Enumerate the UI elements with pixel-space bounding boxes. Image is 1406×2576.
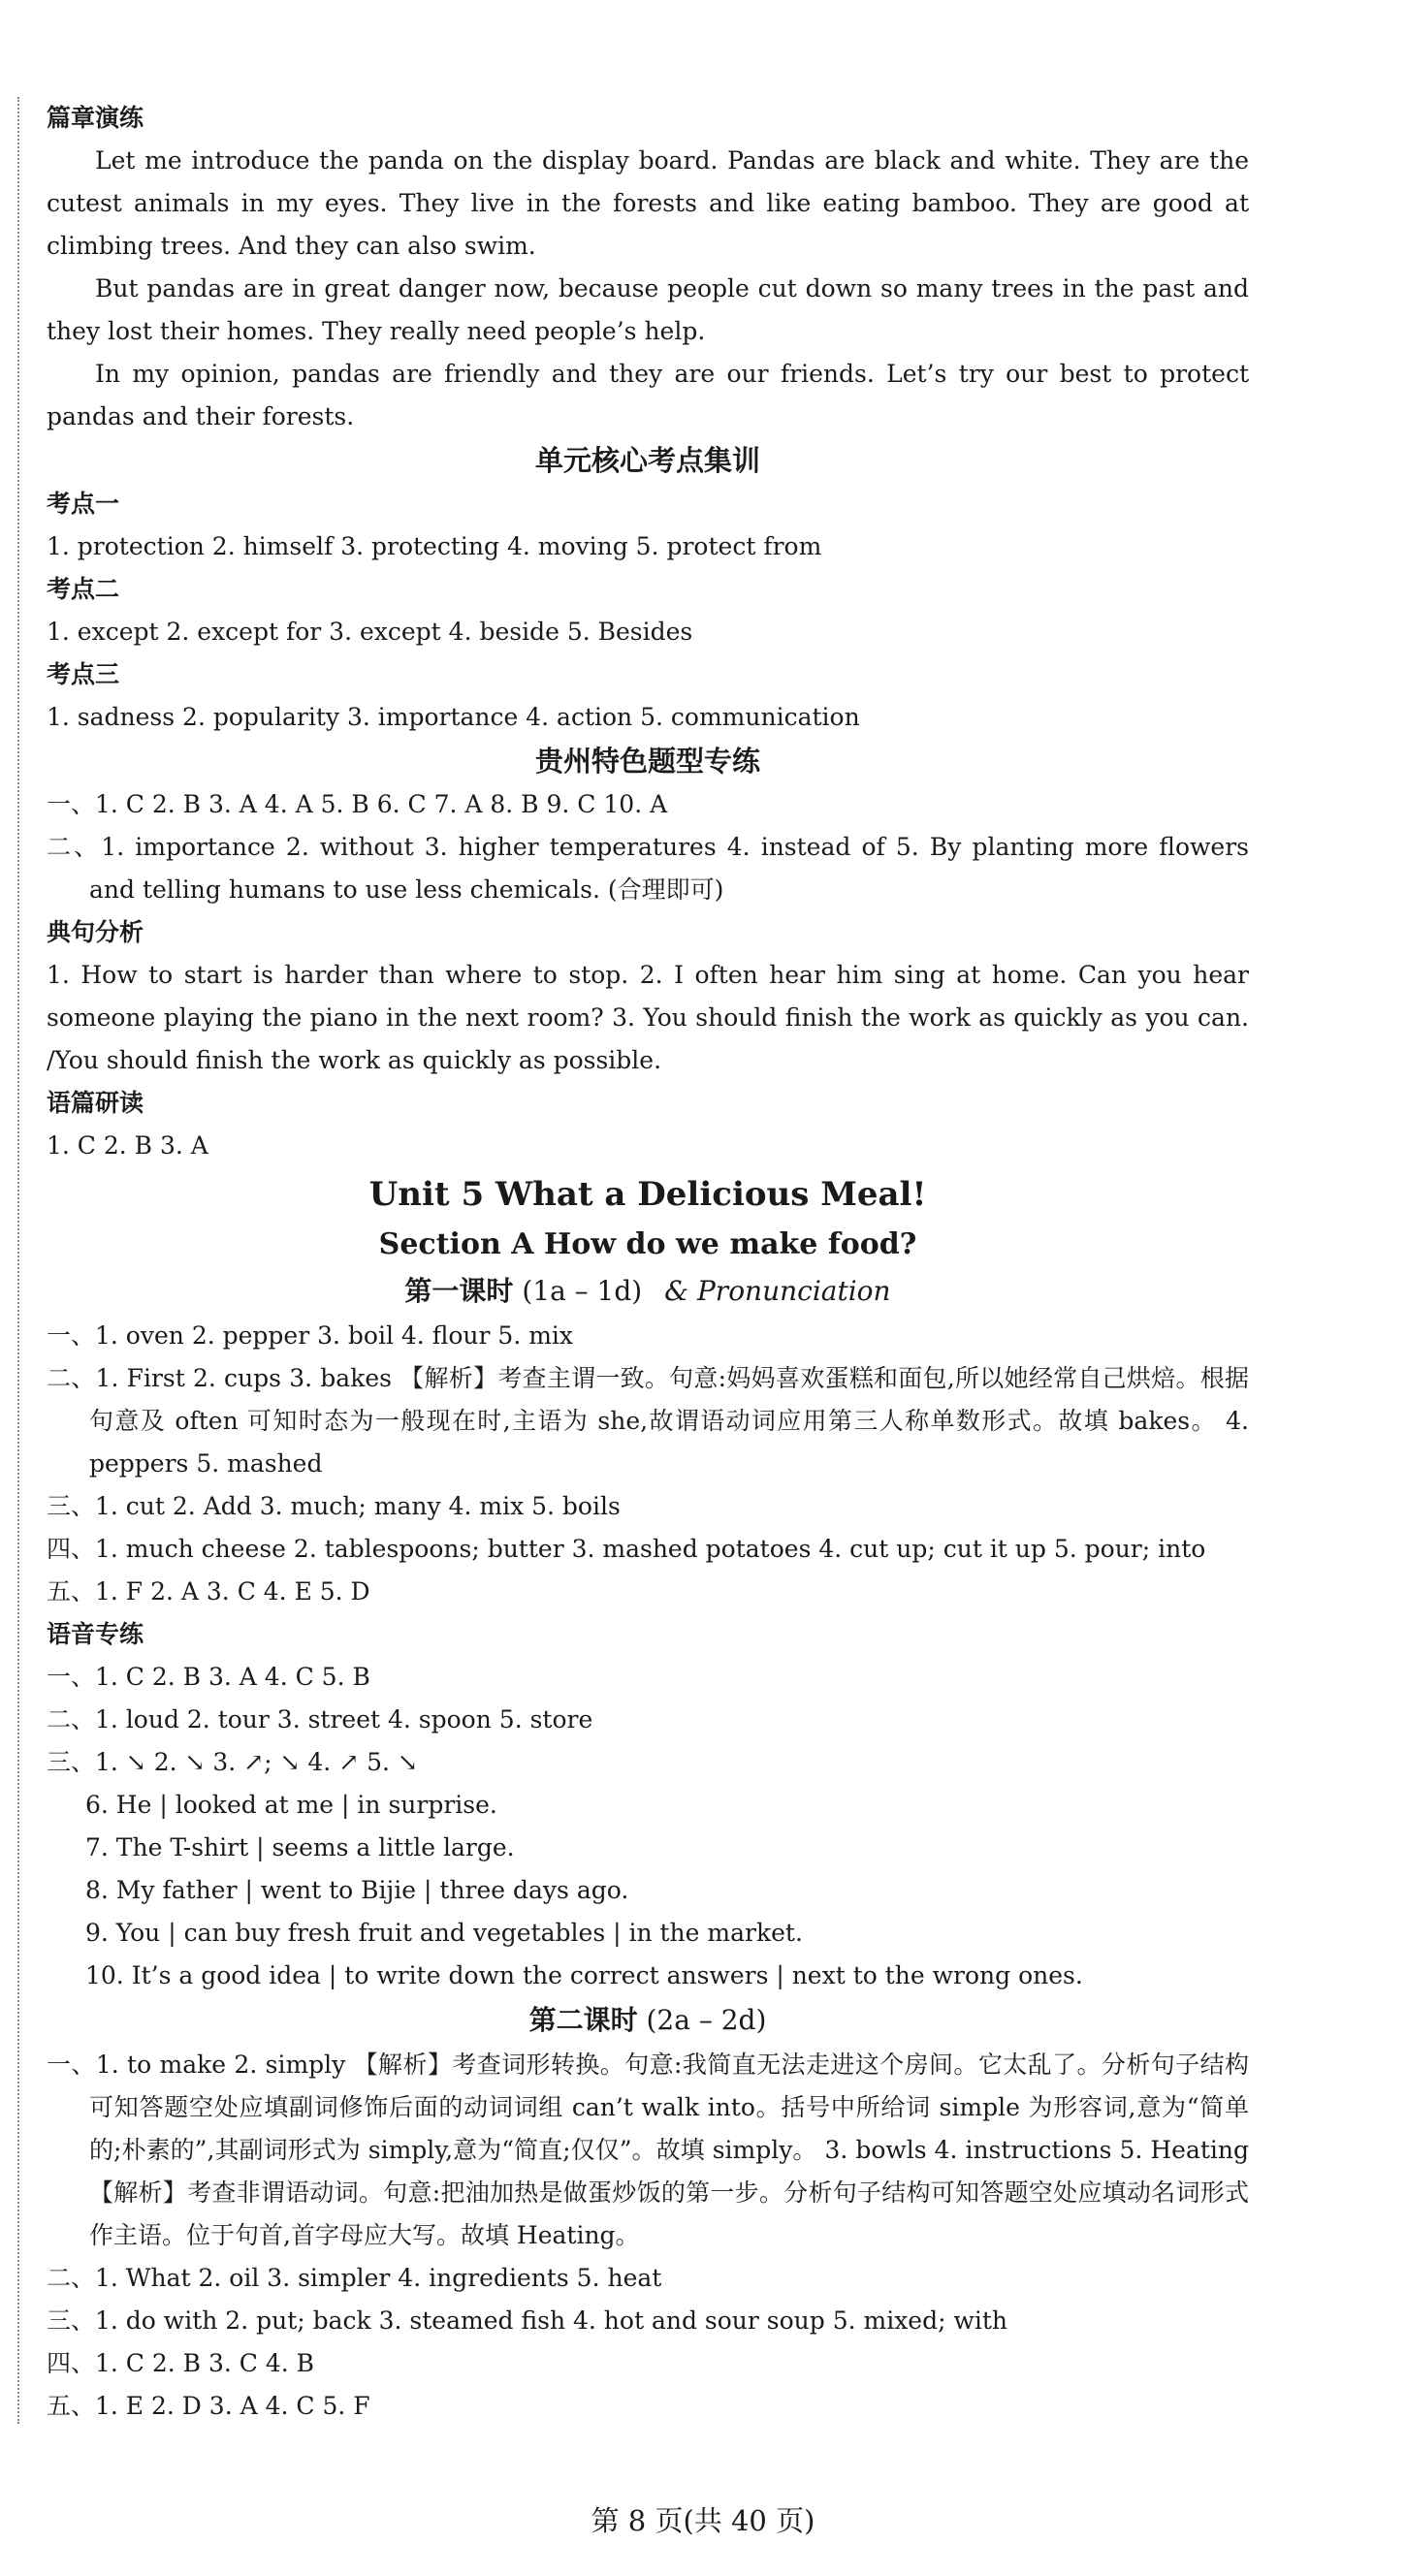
section-title: Section A How do we make food? xyxy=(378,1227,917,1261)
lesson-2-line-1: 一、1. to make 2. simply 【解析】考查词形转换。句意:我简直无法走进这个房间。它太乱了。分析句子结构可知答题空处应填副词修饰后面的动词词组 can’t walk into。括号中所给词 simple 为形容词,意为“简单的;朴素的”,其副词形式为 simply,意为“简直;仅仅”。故填 simply。 3. bowls 4. instructions 5. Heating 【解析】考查非谓语动词。句意:把油加热是做蛋炒饭的第一步。分析句子结构可知答题空处应填动名词形式作主语。位于句首,首字母应大写。故填 Heating。 xyxy=(47,2051,1249,2249)
point-1-answers: 1. protection 2. himself 3. protecting 4. moving 5. protect from xyxy=(47,532,822,560)
guizhou-line-1: 一、1. C 2. B 3. A 4. A 5. B 6. C 7. A 8. B 9. C 10. A xyxy=(47,790,668,818)
lesson-1-title-cn: 第一课时 xyxy=(404,1275,514,1307)
lesson-1-line-1: 一、1. oven 2. pepper 3. boil 4. flour 5. mix xyxy=(47,1321,574,1350)
phonetics-sub-6: 6. He | looked at me | in surprise. xyxy=(85,1791,497,1819)
phonetics-line-1: 一、1. C 2. B 3. A 4. C 5. B xyxy=(47,1663,370,1691)
lesson-1-line-4: 四、1. much cheese 2. tablespoons; butter 3. mashed potatoes 4. cut up; cut it up 5. pour; into xyxy=(47,1535,1206,1563)
point-3-heading: 考点三 xyxy=(47,660,120,688)
passage-heading: 篇章演练 xyxy=(47,104,144,132)
point-2-answers: 1. except 2. except for 3. except 4. beside 5. Besides xyxy=(47,618,693,646)
phonetics-line-3: 三、1. ↘ 2. ↘ 3. ↗; ↘ 4. ↗ 5. ↘ xyxy=(47,1748,418,1776)
passage-paragraph-1: Let me introduce the panda on the display board. Pandas are black and white. They are the cutest animals in my eyes. They live in the forests and like eating bamboo. They are good at climbing trees. And they can also swim. xyxy=(47,146,1249,260)
lesson-1-line-2: 二、1. First 2. cups 3. bakes 【解析】考查主谓一致。句意:妈妈喜欢蛋糕和面包,所以她经常自己烘焙。根据句意及 often 可知时态为一般现在时,主语为 she,故谓语动词应用第三人称单数形式。故填 bakes。 4. peppers 5. mashed xyxy=(47,1364,1249,1478)
lesson-1-line-5: 五、1. F 2. A 3. C 4. E 5. D xyxy=(47,1577,370,1606)
lesson-1-title xyxy=(47,1268,1249,1315)
page-footer: 第 8 页(共 40 页) xyxy=(591,2504,815,2537)
sentence-analysis-heading: 典句分析 xyxy=(47,918,144,946)
reading-heading: 语篇研读 xyxy=(47,1089,144,1117)
point-3-answers: 1. sadness 2. popularity 3. importance 4. action 5. communication xyxy=(47,703,860,731)
phonetics-line-2: 二、1. loud 2. tour 3. street 4. spoon 5. store xyxy=(47,1705,593,1733)
lesson-2-line-2: 二、1. What 2. oil 3. simpler 4. ingredients 5. heat xyxy=(47,2264,662,2292)
answer-page xyxy=(47,97,1249,2428)
lesson-2-title xyxy=(47,1997,1249,2044)
point-2-heading: 考点二 xyxy=(47,575,120,603)
lesson-2-line-5: 五、1. E 2. D 3. A 4. C 5. F xyxy=(47,2392,370,2420)
lesson-1-title-range: (1a – 1d) xyxy=(522,1275,643,1307)
passage-paragraph-2: But pandas are in great danger now, because people cut down so many trees in the past and they lost their homes. They really need people’s help. xyxy=(47,274,1249,345)
lesson-2-line-4: 四、1. C 2. B 3. C 4. B xyxy=(47,2349,315,2377)
phonetics-sub-9: 9. You | can buy fresh fruit and vegetables | in the market. xyxy=(85,1919,803,1947)
point-1-heading: 考点一 xyxy=(47,490,120,518)
phonetics-heading: 语音专练 xyxy=(47,1620,144,1648)
phonetics-sub-7: 7. The T-shirt | seems a little large. xyxy=(85,1833,515,1861)
reading-answers: 1. C 2. B 3. A xyxy=(47,1131,208,1160)
margin-dotted-line xyxy=(17,97,19,2424)
phonetics-sub-10: 10. It’s a good idea | to write down the correct answers | next to the wrong ones. xyxy=(85,1961,1083,1989)
unit-title: Unit 5 What a Delicious Meal! xyxy=(368,1175,927,1214)
lesson-1-title-en: & Pronunciation xyxy=(664,1275,891,1307)
lesson-1-line-3: 三、1. cut 2. Add 3. much; many 4. mix 5. boils xyxy=(47,1492,621,1520)
passage-paragraph-3: In my opinion, pandas are friendly and they are our friends. Let’s try our best to protect pandas and their forests. xyxy=(47,360,1249,430)
guizhou-title: 贵州特色题型专练 xyxy=(534,745,760,778)
guizhou-line-2: 二、1. importance 2. without 3. higher temperatures 4. instead of 5. By planting more flowers and telling humans to use less chemicals. (合理即可) xyxy=(47,833,1249,904)
lesson-2-title-range: (2a – 2d) xyxy=(646,2004,767,2036)
lesson-2-title-cn: 第二课时 xyxy=(528,2004,638,2036)
sentence-analysis-answers: 1. How to start is harder than where to stop. 2. I often hear him sing at home. Can you hear someone playing the piano in the next room? 3. You should finish the work as quickly as you can. /You should finish the work as quickly as possible. xyxy=(47,961,1249,1074)
phonetics-sub-8: 8. My father | went to Bijie | three days ago. xyxy=(85,1876,629,1904)
lesson-2-line-3: 三、1. do with 2. put; back 3. steamed fish 4. hot and sour soup 5. mixed; with xyxy=(47,2306,1008,2335)
core-review-title: 单元核心考点集训 xyxy=(534,444,760,477)
